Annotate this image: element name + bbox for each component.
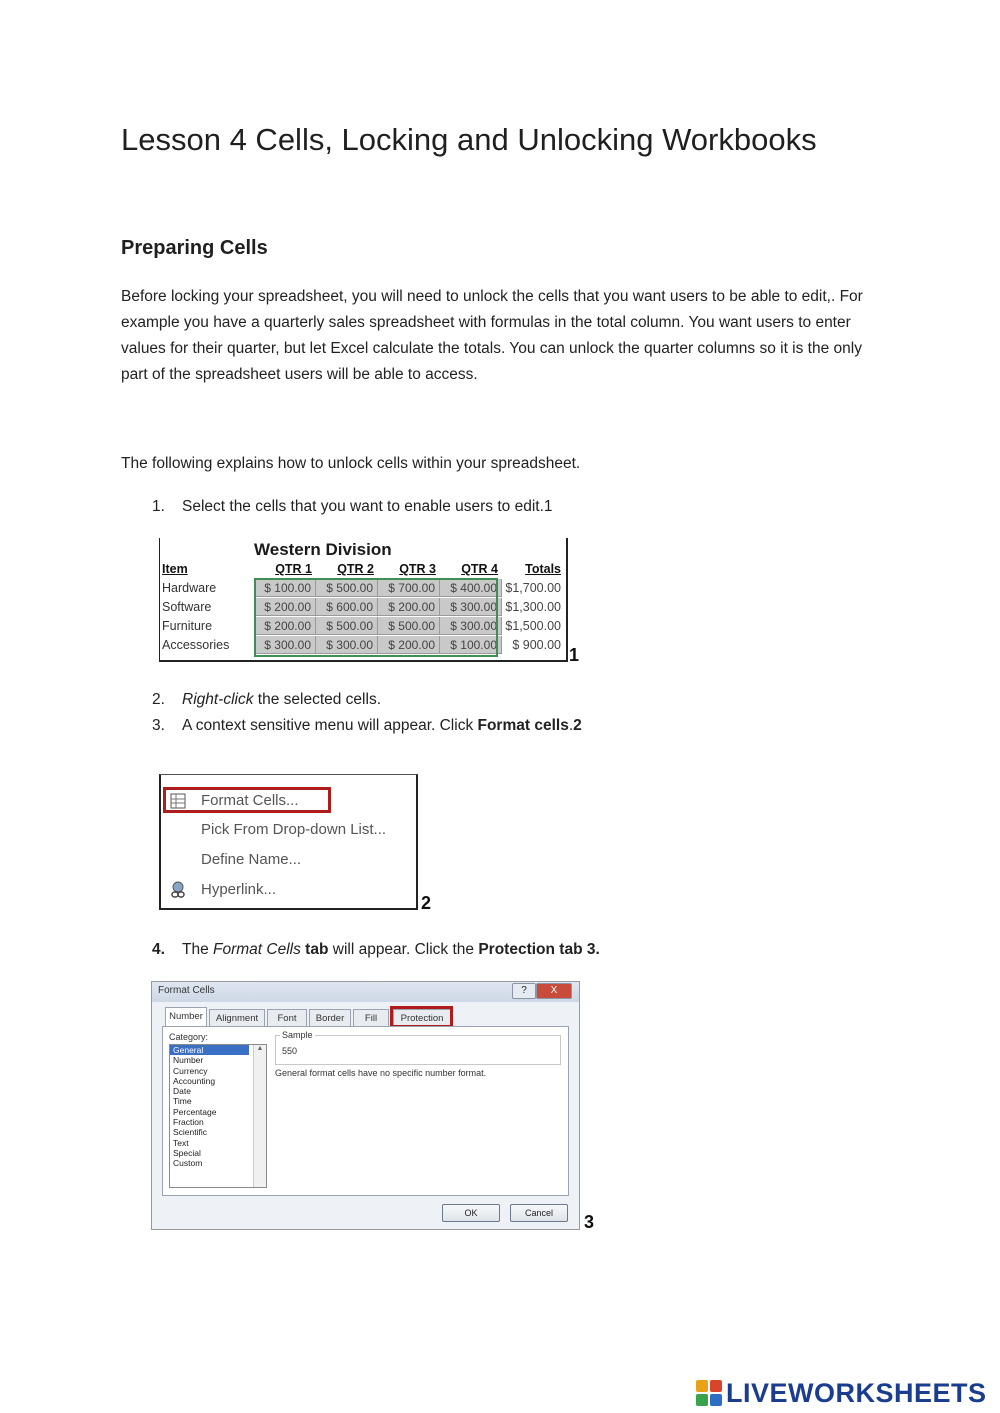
table-row [160,598,566,617]
step-text: Select the cells that you want to enable users to edit.1 [182,498,553,515]
list-item[interactable]: Text [173,1137,189,1148]
list-item[interactable]: General [170,1045,249,1055]
spreadsheet-figure [159,538,568,662]
row-value[interactable]: $ 100.00 [254,579,316,597]
help-button[interactable]: ? [512,983,536,999]
row-total: $1,300.00 [505,600,561,614]
step-3 [152,717,582,735]
format-cells-dialog [151,981,580,1230]
dialog-titlebar [152,982,579,1002]
step-text: A context sensitive menu will appear. Click [182,717,478,734]
explain-paragraph: The following explains how to unlock cells within your spreadsheet. [121,455,581,472]
row-value[interactable]: $ 500.00 [316,579,378,597]
row-value[interactable]: $ 200.00 [378,598,440,616]
header-qtr3: QTR 3 [399,562,436,576]
figure-1-label: 1 [569,645,580,665]
category-label: Category: [169,1032,209,1042]
close-button[interactable]: X [536,983,572,999]
row-value[interactable]: $ 200.00 [254,598,316,616]
row-value[interactable]: $ 300.00 [254,636,316,654]
step-bold: Protection tab 3. [478,941,600,958]
row-item: Furniture [162,619,213,633]
step-text: The [182,941,214,958]
tab-fill[interactable]: Fill [353,1009,389,1027]
menu-item-hyperlink[interactable]: Hyperlink... [201,881,277,898]
row-value[interactable]: $ 400.00 [440,579,502,597]
spreadsheet-title: Western Division [254,540,392,559]
logo-mark-icon [696,1380,722,1406]
step-bold: Format cells [477,717,569,734]
sample-value: 550 [282,1046,298,1056]
tab-alignment[interactable]: Alignment [209,1009,265,1027]
table-row [160,636,566,655]
menu-highlight-box [163,787,331,813]
step-number: 2. [152,691,165,708]
protection-tab-highlight [390,1006,453,1028]
row-value[interactable]: $ 100.00 [440,636,502,654]
menu-item-define-name[interactable]: Define Name... [201,851,302,868]
format-description: General format cells have no specific number format. [275,1068,487,1078]
context-menu-figure [159,774,418,910]
sample-box [275,1030,561,1065]
step-bold: tab [300,941,329,958]
header-totals: Totals [525,562,561,576]
intro-paragraph: Before locking your spreadsheet, you will need to unlock the cells that you want users to be able to edit,. For example you have a quarterly sales spreadsheet with formulas in the total column. You want users to enter values for their quarter, but let Excel calculate the totals. You can unlock the quarter columns so it is the only part of the spreadsheet users will be able to access. [121,288,863,383]
list-item[interactable]: Percentage [173,1106,217,1117]
logo-square [710,1380,722,1392]
table-row [160,617,566,636]
row-total: $1,500.00 [505,619,561,633]
row-value[interactable]: $ 200.00 [378,636,440,654]
category-list[interactable] [169,1044,267,1188]
tab-protection[interactable]: Protection [393,1009,451,1027]
row-value[interactable]: $ 200.00 [254,617,316,635]
liveworksheets-logo [696,1376,987,1410]
step-2 [152,691,381,709]
step-tail: . [568,717,574,734]
page-title: Lesson 4 Cells, Locking and Unlocking Workbooks [121,122,817,157]
list-item[interactable]: Scientific [173,1127,208,1138]
tab-number[interactable]: Number [165,1007,207,1027]
step-text: will appear. Click the [328,941,479,958]
step-number: 1. [152,498,165,515]
category-scrollbar[interactable]: ▲ [253,1045,266,1187]
step-text: the selected cells. [253,691,381,708]
table-row [160,579,566,598]
logo-text: LIVEWORKSHEETS [726,1377,987,1408]
logo-square [696,1380,708,1392]
row-item: Hardware [162,581,217,595]
header-item: Item [162,562,188,576]
list-item[interactable]: Number [173,1055,204,1066]
tab-font[interactable]: Font [267,1009,307,1027]
row-value[interactable]: $ 700.00 [378,579,440,597]
step-ref: 2 [573,717,582,734]
row-value[interactable]: $ 600.00 [316,598,378,616]
row-value[interactable]: $ 300.00 [440,617,502,635]
logo-square [710,1394,722,1406]
cancel-button[interactable]: Cancel [510,1204,568,1222]
list-item[interactable]: Currency [173,1065,208,1076]
row-value[interactable]: $ 500.00 [316,617,378,635]
row-value[interactable]: $ 300.00 [440,598,502,616]
header-qtr4: QTR 4 [461,562,498,576]
hyperlink-icon [169,881,187,899]
dialog-panel [162,1026,569,1196]
spreadsheet-header-row [160,560,566,579]
row-value[interactable]: $ 300.00 [316,636,378,654]
list-item[interactable]: Time [173,1096,192,1107]
step-1 [152,498,553,516]
list-item[interactable]: Special [173,1147,201,1158]
menu-item-pick-list[interactable]: Pick From Drop-down List... [201,821,387,838]
list-item[interactable]: Fraction [173,1117,204,1128]
ok-button[interactable]: OK [442,1204,500,1222]
step-number: 3. [152,717,165,734]
logo-square [696,1394,708,1406]
row-value[interactable]: $ 500.00 [378,617,440,635]
header-qtr2: QTR 2 [337,562,374,576]
step-italic: Right-click [182,691,254,708]
step-italic: Format Cells [213,941,301,958]
menu-item-format-cells[interactable]: Format Cells... [201,792,299,809]
list-item[interactable]: Accounting [173,1075,216,1086]
row-item: Software [162,600,212,614]
dialog-title: Format Cells [158,985,215,996]
list-item[interactable]: Custom [173,1158,203,1169]
step-number: 4. [152,941,165,958]
section-heading: Preparing Cells [121,237,268,259]
tab-border[interactable]: Border [309,1009,351,1027]
figure-2-label: 2 [421,893,432,913]
list-item[interactable]: Date [173,1086,191,1097]
row-total: $ 900.00 [512,638,561,652]
step-4 [152,941,600,959]
row-item: Accessories [162,638,230,652]
row-total: $1,700.00 [505,581,561,595]
sample-label: Sample [282,1030,313,1040]
figure-3-label: 3 [584,1212,595,1232]
header-qtr1: QTR 1 [275,562,312,576]
